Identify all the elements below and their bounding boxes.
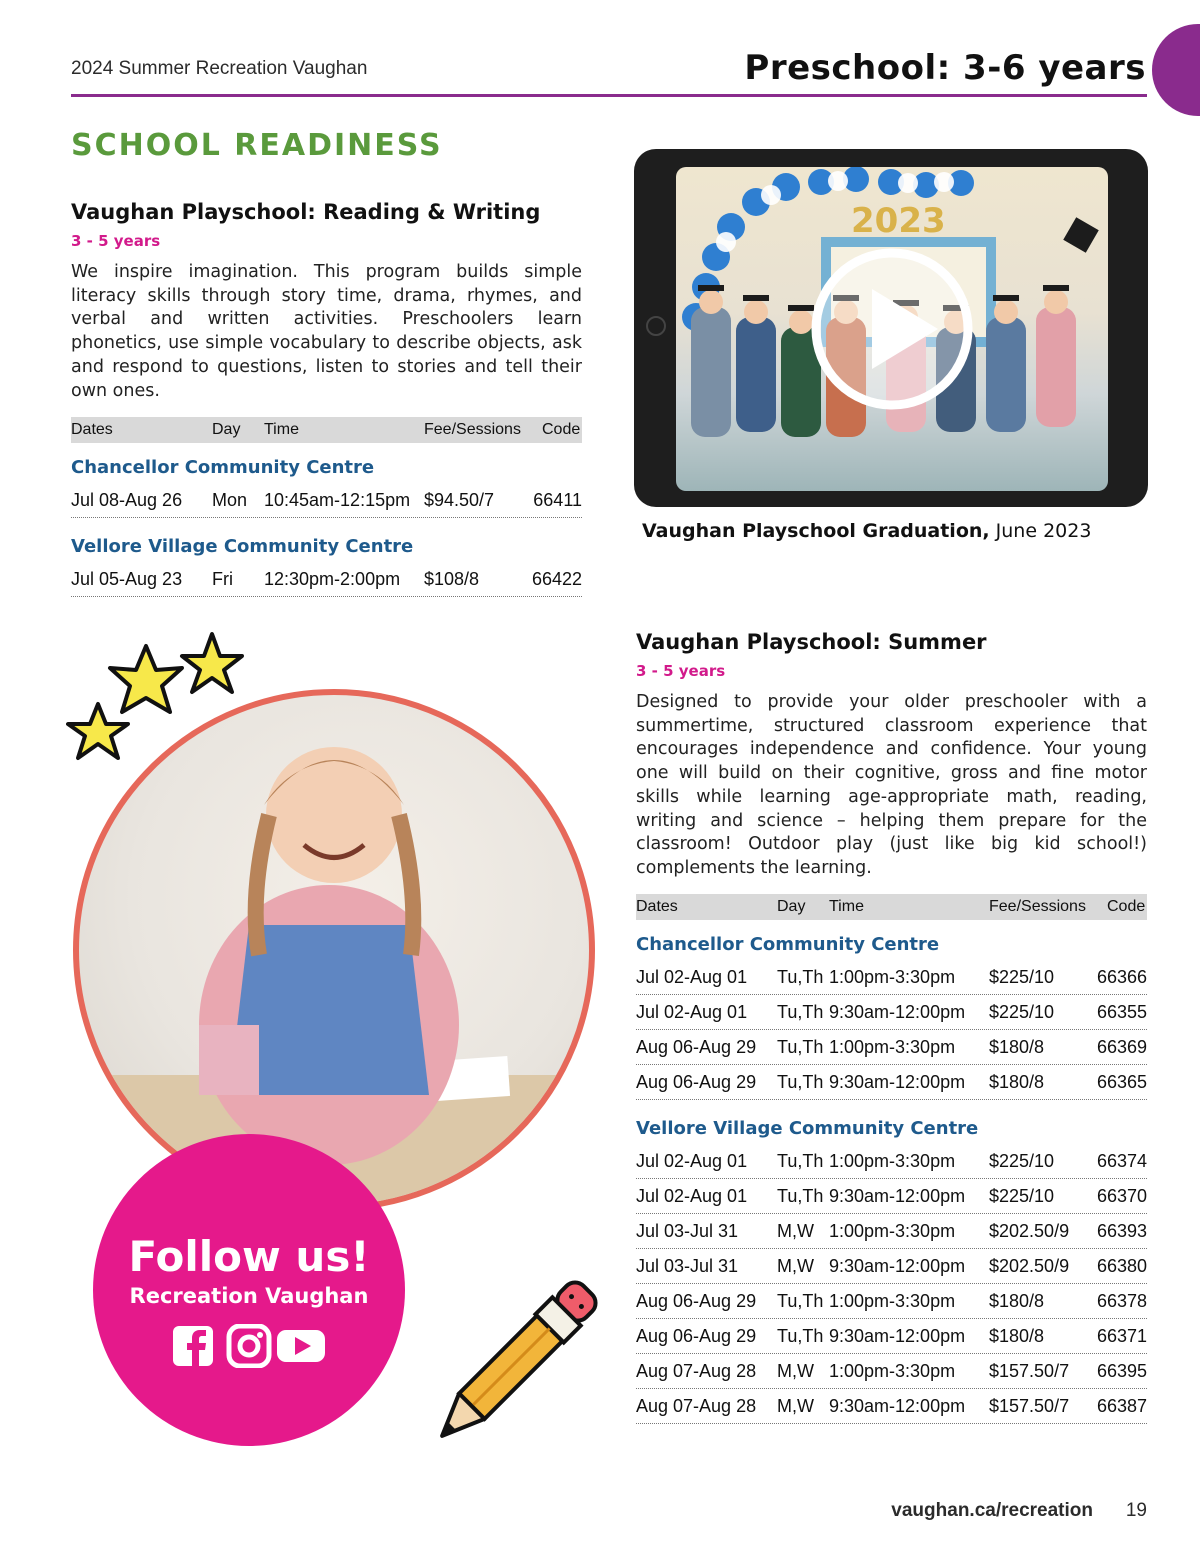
column-header-time: Time [264,421,299,438]
table-row [636,1065,1147,1100]
column-header-code: Code [1107,898,1146,915]
cell-time: 1:00pm-3:30pm [829,1221,956,1241]
publication-title: 2024 Summer Recreation Vaughan [71,58,368,79]
program-age: 3 - 5 years [636,662,726,680]
cell-time: 1:00pm-3:30pm [829,967,956,987]
program-description: We inspire imagination. This program builds simple literacy skills through story time, drama, rhymes, and verbal and written activities. Preschoolers learn phonetics, use simple vocabulary to describe objects, ask and respond to questions, listen to stories and tell their own ones. [71,262,582,401]
cell-dates: Jul 02-Aug 01 [636,1186,748,1206]
cell-code[interactable]: 66378 [1096,1291,1147,1311]
cell-day: Fri [212,569,233,589]
cell-day: Mon [212,490,248,510]
footer-url[interactable]: vaughan.ca/recreation [891,1500,1093,1521]
cell-code[interactable]: 66355 [1096,1002,1147,1022]
table-row [71,483,582,518]
cell-day: Tu,Th [777,1002,824,1022]
tablet-home-button [646,316,666,336]
cell-day: M,W [777,1256,814,1276]
cell-code[interactable]: 66411 [533,490,582,510]
header-rule [71,94,1147,97]
cell-dates: Aug 06-Aug 29 [636,1326,757,1346]
cell-dates: Aug 06-Aug 29 [636,1037,757,1057]
child-writing-photo [73,689,595,1211]
table-header [636,894,1147,920]
star-icon [110,646,182,712]
cell-fee: $157.50/7 [989,1396,1070,1416]
cell-dates: Jul 02-Aug 01 [636,1002,748,1022]
cell-time: 9:30am-12:00pm [829,1002,966,1022]
cell-dates: Jul 03-Jul 31 [636,1256,739,1276]
cell-time: 9:30am-12:00pm [829,1256,966,1276]
location-name: Vellore Village Community Centre [71,536,414,557]
cell-day: Tu,Th [777,1326,824,1346]
play-icon [816,253,968,405]
table-row [636,1319,1147,1354]
cell-time: 10:45am-12:15pm [264,490,411,510]
cell-dates: Jul 03-Jul 31 [636,1221,739,1241]
facebook-icon [173,1326,213,1366]
follow-subheading: Recreation Vaughan [129,1284,369,1308]
table-row [636,1249,1147,1284]
cell-code[interactable]: 66365 [1096,1072,1147,1092]
column-header-code: Code [542,421,581,438]
cell-fee: $94.50/7 [424,490,495,510]
cell-code[interactable]: 66393 [1096,1221,1147,1241]
table-row [636,1179,1147,1214]
table-row [636,960,1147,995]
cell-fee: $180/8 [989,1037,1045,1057]
cell-time: 9:30am-12:00pm [829,1072,966,1092]
cell-fee: $108/8 [424,569,480,589]
program-description: Designed to provide your older preschooler with a summertime, structured classroom experience that encourages independence and confidence. Your young one will build on their cognitive, gross and fine motor skills while learning age-appropriate math, reading, writing and science – helping them prepare for the classroom! Outdoor play (just like big kid school!) complements the learning. [636,692,1147,878]
table-header [71,417,582,443]
pencil-icon [410,1268,610,1468]
cell-day: Tu,Th [777,1291,824,1311]
page-number: 19 [1125,1500,1147,1521]
cell-day: Tu,Th [777,1072,824,1092]
section-tab [1152,24,1200,116]
table-row [636,1144,1147,1179]
cell-time: 1:00pm-3:30pm [829,1291,956,1311]
graduation-year-text: 2023 [851,201,946,241]
cell-dates: Jul 08-Aug 26 [71,490,183,510]
cell-day: Tu,Th [777,1037,824,1057]
youtube-icon [277,1330,325,1362]
program-title: Vaughan Playschool: Reading & Writing [71,200,541,224]
schedule-table [71,417,582,597]
section-heading: Preschool: 3-6 years [744,48,1146,88]
table-row [636,1284,1147,1319]
cell-day: Tu,Th [777,1186,824,1206]
column-header-fee: Fee/Sessions [424,421,521,438]
cell-dates: Aug 07-Aug 28 [636,1396,757,1416]
cell-dates: Aug 07-Aug 28 [636,1361,757,1381]
cell-time: 9:30am-12:00pm [829,1396,966,1416]
cell-code[interactable]: 66366 [1096,967,1147,987]
cell-day: M,W [777,1396,814,1416]
program-title: Vaughan Playschool: Summer [636,630,987,654]
cell-time: 9:30am-12:00pm [829,1186,966,1206]
social-icons [171,1324,327,1368]
cell-day: M,W [777,1221,814,1241]
table-row [636,1354,1147,1389]
follow-us-badge [93,1134,405,1446]
cell-fee: $225/10 [989,1151,1055,1171]
cell-code[interactable]: 66380 [1096,1256,1147,1276]
cell-dates: Aug 06-Aug 29 [636,1291,757,1311]
cell-code[interactable]: 66395 [1096,1361,1147,1381]
cell-code[interactable]: 66422 [531,569,582,589]
star-icon [182,634,242,692]
cell-time: 12:30pm-2:00pm [264,569,401,589]
cell-code[interactable]: 66374 [1096,1151,1147,1171]
location-name: Vellore Village Community Centre [636,1118,979,1139]
cell-fee: $202.50/9 [989,1256,1070,1276]
column-header-time: Time [829,898,864,915]
column-header-day: Day [777,898,806,915]
cell-fee: $225/10 [989,1186,1055,1206]
cell-time: 1:00pm-3:30pm [829,1037,956,1057]
cell-code[interactable]: 66369 [1096,1037,1147,1057]
star-icon [68,704,128,758]
table-row [636,1030,1147,1065]
column-header-day: Day [212,421,241,438]
column-header-fee: Fee/Sessions [989,898,1086,915]
schedule-table [636,894,1147,1424]
video-caption: Vaughan Playschool Graduation, June 2023 [642,520,1092,542]
table-row [636,1389,1147,1424]
cell-fee: $225/10 [989,1002,1055,1022]
location-name: Chancellor Community Centre [71,457,375,478]
cell-fee: $180/8 [989,1291,1045,1311]
cell-code[interactable]: 66387 [1096,1396,1147,1416]
section-title: SCHOOL READINESS [71,128,443,163]
cell-fee: $202.50/9 [989,1221,1070,1241]
cell-dates: Jul 05-Aug 23 [71,569,183,589]
column-header-dates: Dates [71,421,113,438]
video-thumbnail[interactable] [676,167,1108,491]
instagram-icon [229,1326,269,1366]
cell-fee: $180/8 [989,1326,1045,1346]
cell-code[interactable]: 66370 [1096,1186,1147,1206]
cell-fee: $225/10 [989,967,1055,987]
table-row [71,562,582,597]
cell-code[interactable]: 66371 [1096,1326,1147,1346]
cell-dates: Jul 02-Aug 01 [636,1151,748,1171]
cell-day: Tu,Th [777,967,824,987]
cell-dates: Aug 06-Aug 29 [636,1072,757,1092]
program-age: 3 - 5 years [71,232,161,250]
cell-time: 1:00pm-3:30pm [829,1361,956,1381]
column-header-dates: Dates [636,898,678,915]
follow-heading: Follow us! [128,1232,370,1281]
cell-time: 9:30am-12:00pm [829,1326,966,1346]
cell-time: 1:00pm-3:30pm [829,1151,956,1171]
location-name: Chancellor Community Centre [636,934,940,955]
cell-day: M,W [777,1361,814,1381]
cell-day: Tu,Th [777,1151,824,1171]
cell-fee: $157.50/7 [989,1361,1070,1381]
cell-fee: $180/8 [989,1072,1045,1092]
cell-dates: Jul 02-Aug 01 [636,967,748,987]
table-row [636,1214,1147,1249]
table-row [636,995,1147,1030]
